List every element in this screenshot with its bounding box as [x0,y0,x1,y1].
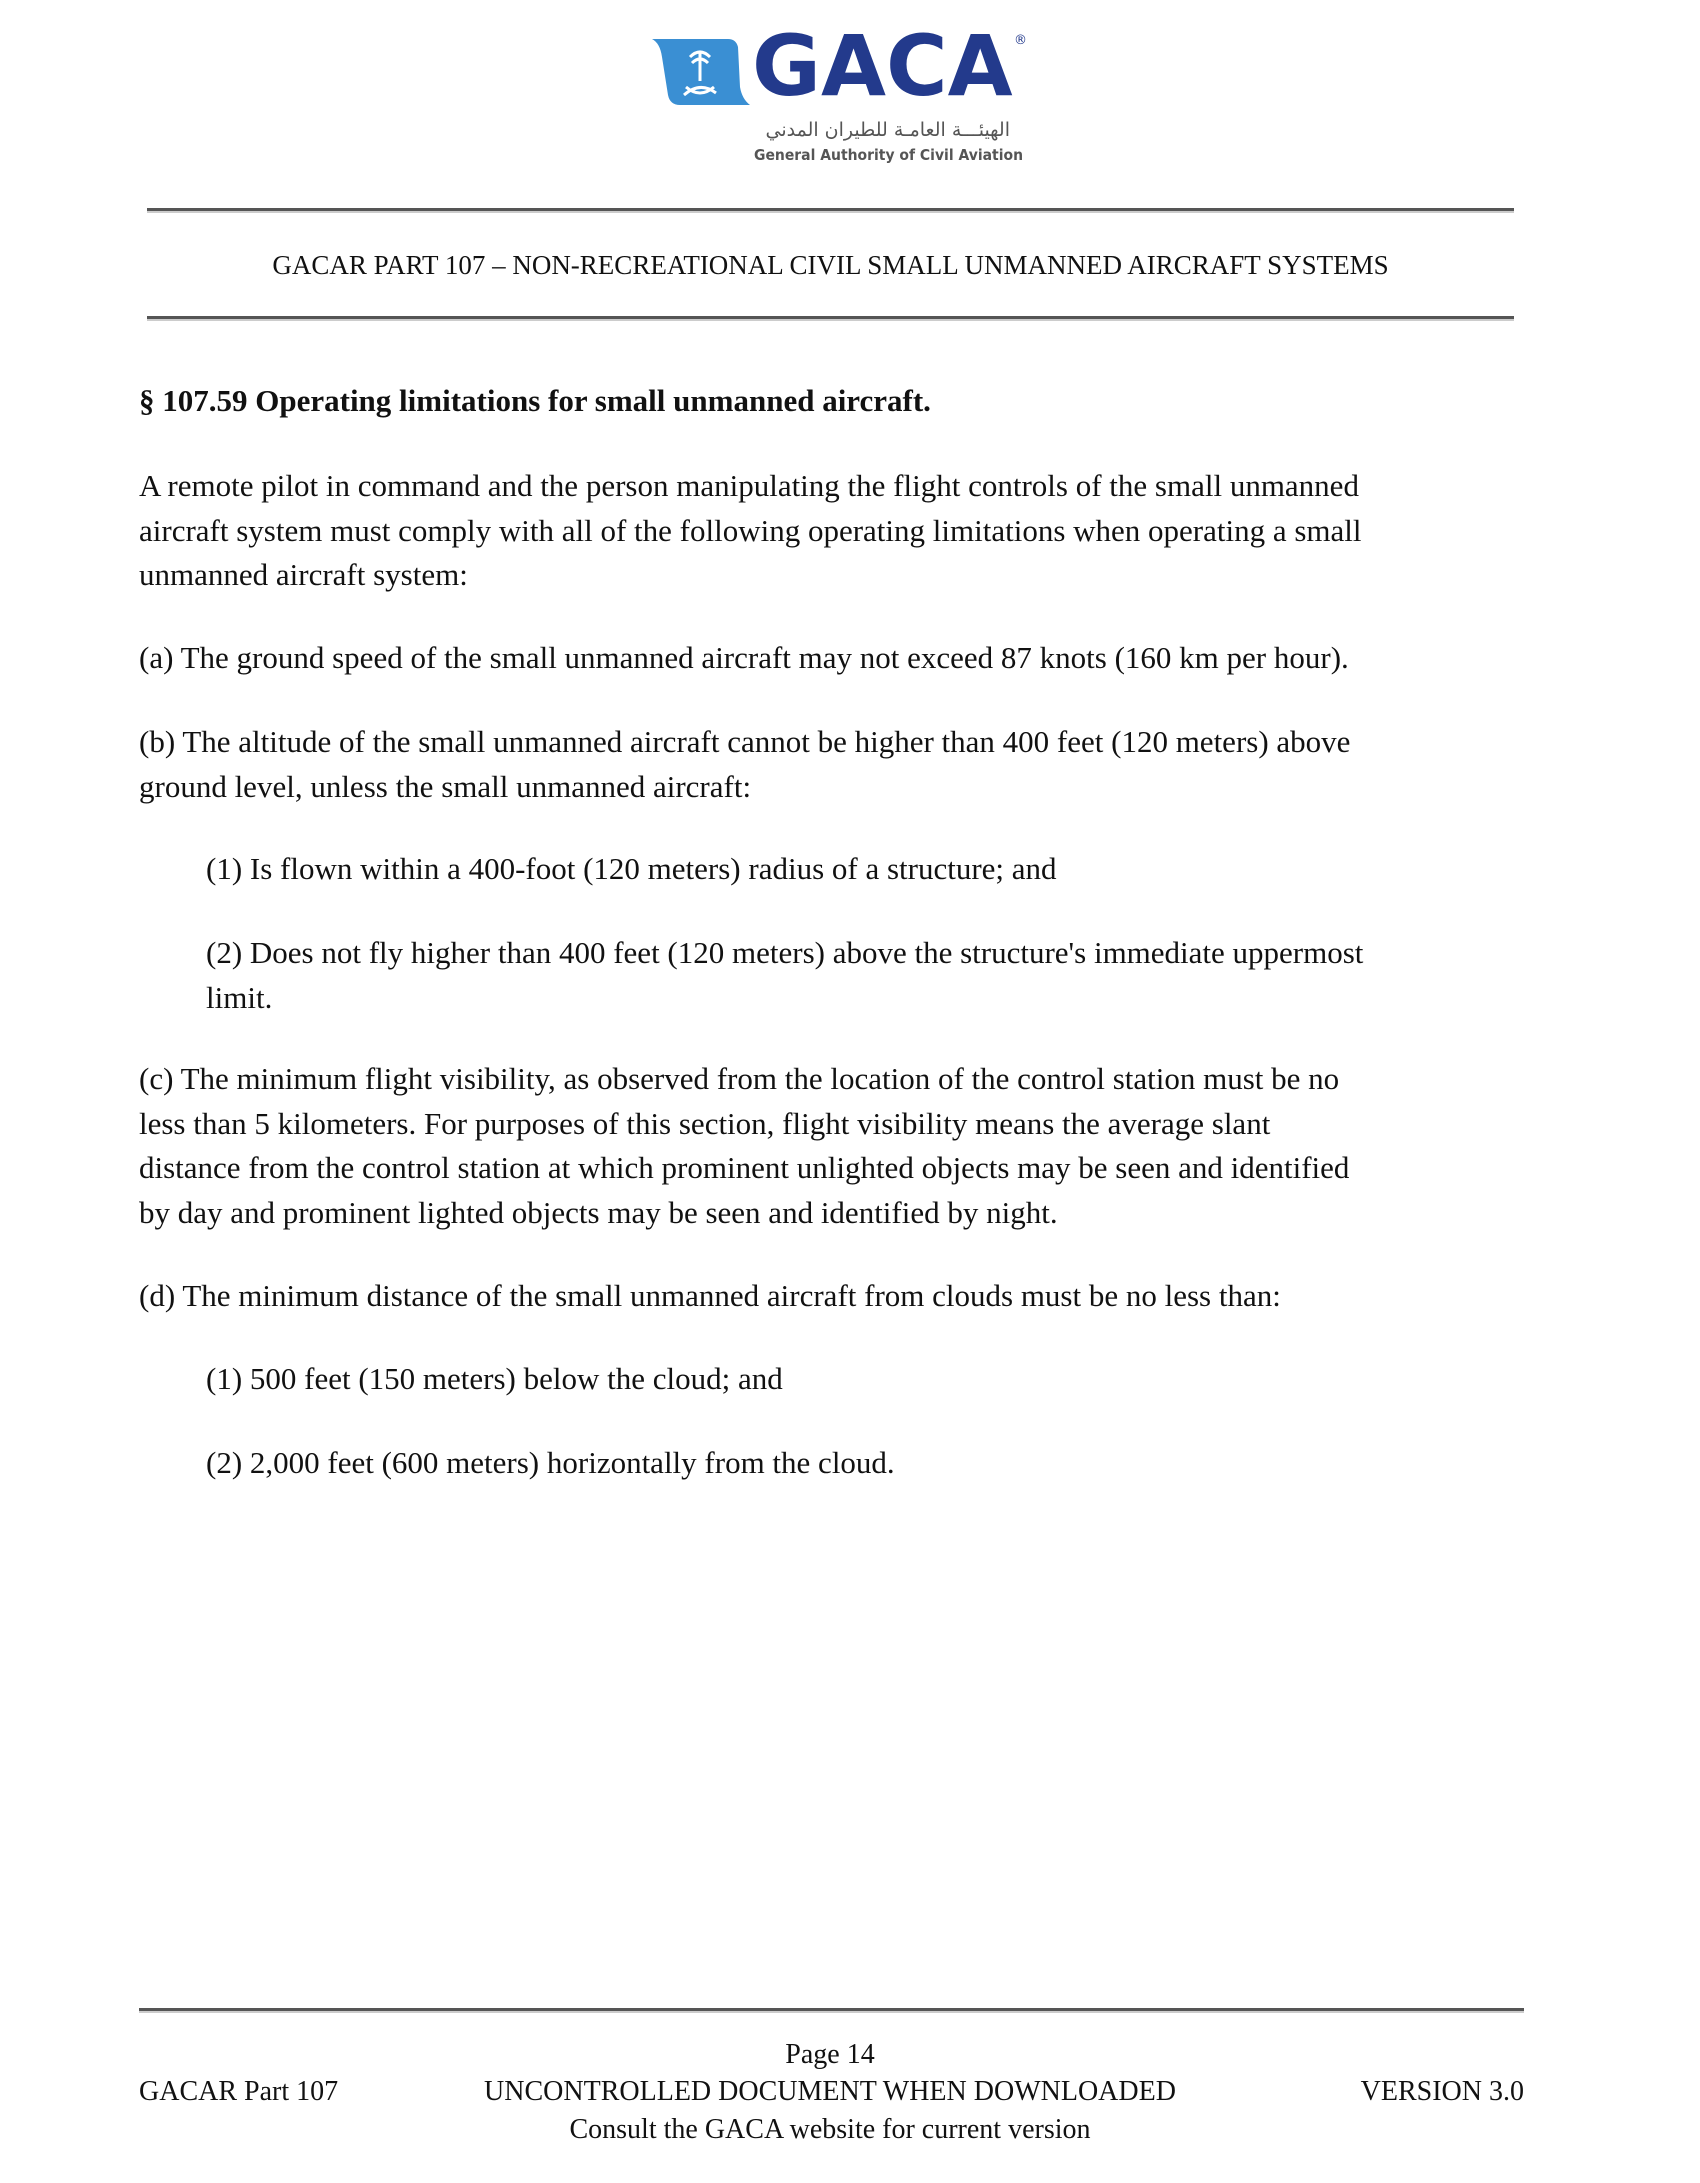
section-heading: § 107.59 Operating limitations for small unmanned aircraft. [139,383,931,418]
footer-left: GACAR Part 107 [139,2076,339,2107]
paragraph-c [139,1057,1349,1235]
logo-english-name: General Authority of Civil Aviation [754,146,1024,164]
footer-rule [139,2008,1524,2013]
paragraph-b-1 [206,847,1057,892]
text-line: (b) The altitude of the small unmanned aircraft cannot be higher than 400 feet (120 meters) above [139,724,1351,759]
footer-center: UNCONTROLLED DOCUMENT WHEN DOWNLOADED [484,2076,1176,2107]
text-line: (2) Does not fly higher than 400 feet (120 meters) above the structure's immediate uppermost [206,935,1364,970]
footer-version: VERSION 3.0 [1360,2076,1524,2107]
header-rule-bottom [147,316,1514,321]
text-line: limit. [206,979,273,1015]
paragraph-a [139,636,1349,681]
paragraph-d-2 [206,1441,895,1486]
text-line: A remote pilot in command and the person manipulating the flight controls of the small unmanned [139,468,1359,503]
text-line: (1) 500 feet (150 meters) below the cloud; and [206,1361,783,1396]
paragraph-b [139,720,1350,809]
page-number: Page 14 [785,2039,875,2070]
text-line: aircraft system must comply with all of the following operating limitations when operating a small [139,512,1362,548]
text-line: (2) 2,000 feet (600 meters) horizontally from the cloud. [206,1445,895,1480]
gaca-logo [650,17,1030,172]
registered-mark: ® [1014,33,1027,48]
text-line: ground level, unless the small unmanned aircraft: [139,768,752,804]
header-rule-top [147,208,1514,213]
text-line: unmanned aircraft system: [139,557,468,592]
paragraph-d-1 [206,1357,783,1402]
text-line: distance from the control station at which prominent unlighted objects may be seen and identified [139,1150,1350,1185]
paragraph-b-2 [206,931,1363,1020]
text-line: (1) Is flown within a 400-foot (120 meters) radius of a structure; and [206,851,1057,886]
intro-paragraph [139,464,1362,598]
text-line: (c) The minimum flight visibility, as observed from the location of the control station must be no [139,1061,1340,1096]
paragraph-d [139,1274,1281,1319]
text-line: (a) The ground speed of the small unmanned aircraft may not exceed 87 knots (160 km per hour). [139,640,1349,675]
document-header-title: GACAR PART 107 – NON-RECREATIONAL CIVIL SMALL UNMANNED AIRCRAFT SYSTEMS [272,250,1389,280]
logo-wordmark: GACA [752,17,1013,115]
text-line: less than 5 kilometers. For purposes of this section, flight visibility means the average slant [139,1105,1271,1141]
text-line: by day and prominent lighted objects may be seen and identified by night. [139,1194,1058,1230]
text-line: (d) The minimum distance of the small unmanned aircraft from clouds must be no less than: [139,1278,1281,1313]
flag-emblem-icon [650,37,750,107]
footer-note: Consult the GACA website for current version [569,2114,1091,2145]
logo-arabic-name: الهيئـــة العامـة للطيران المدني [765,119,1010,141]
